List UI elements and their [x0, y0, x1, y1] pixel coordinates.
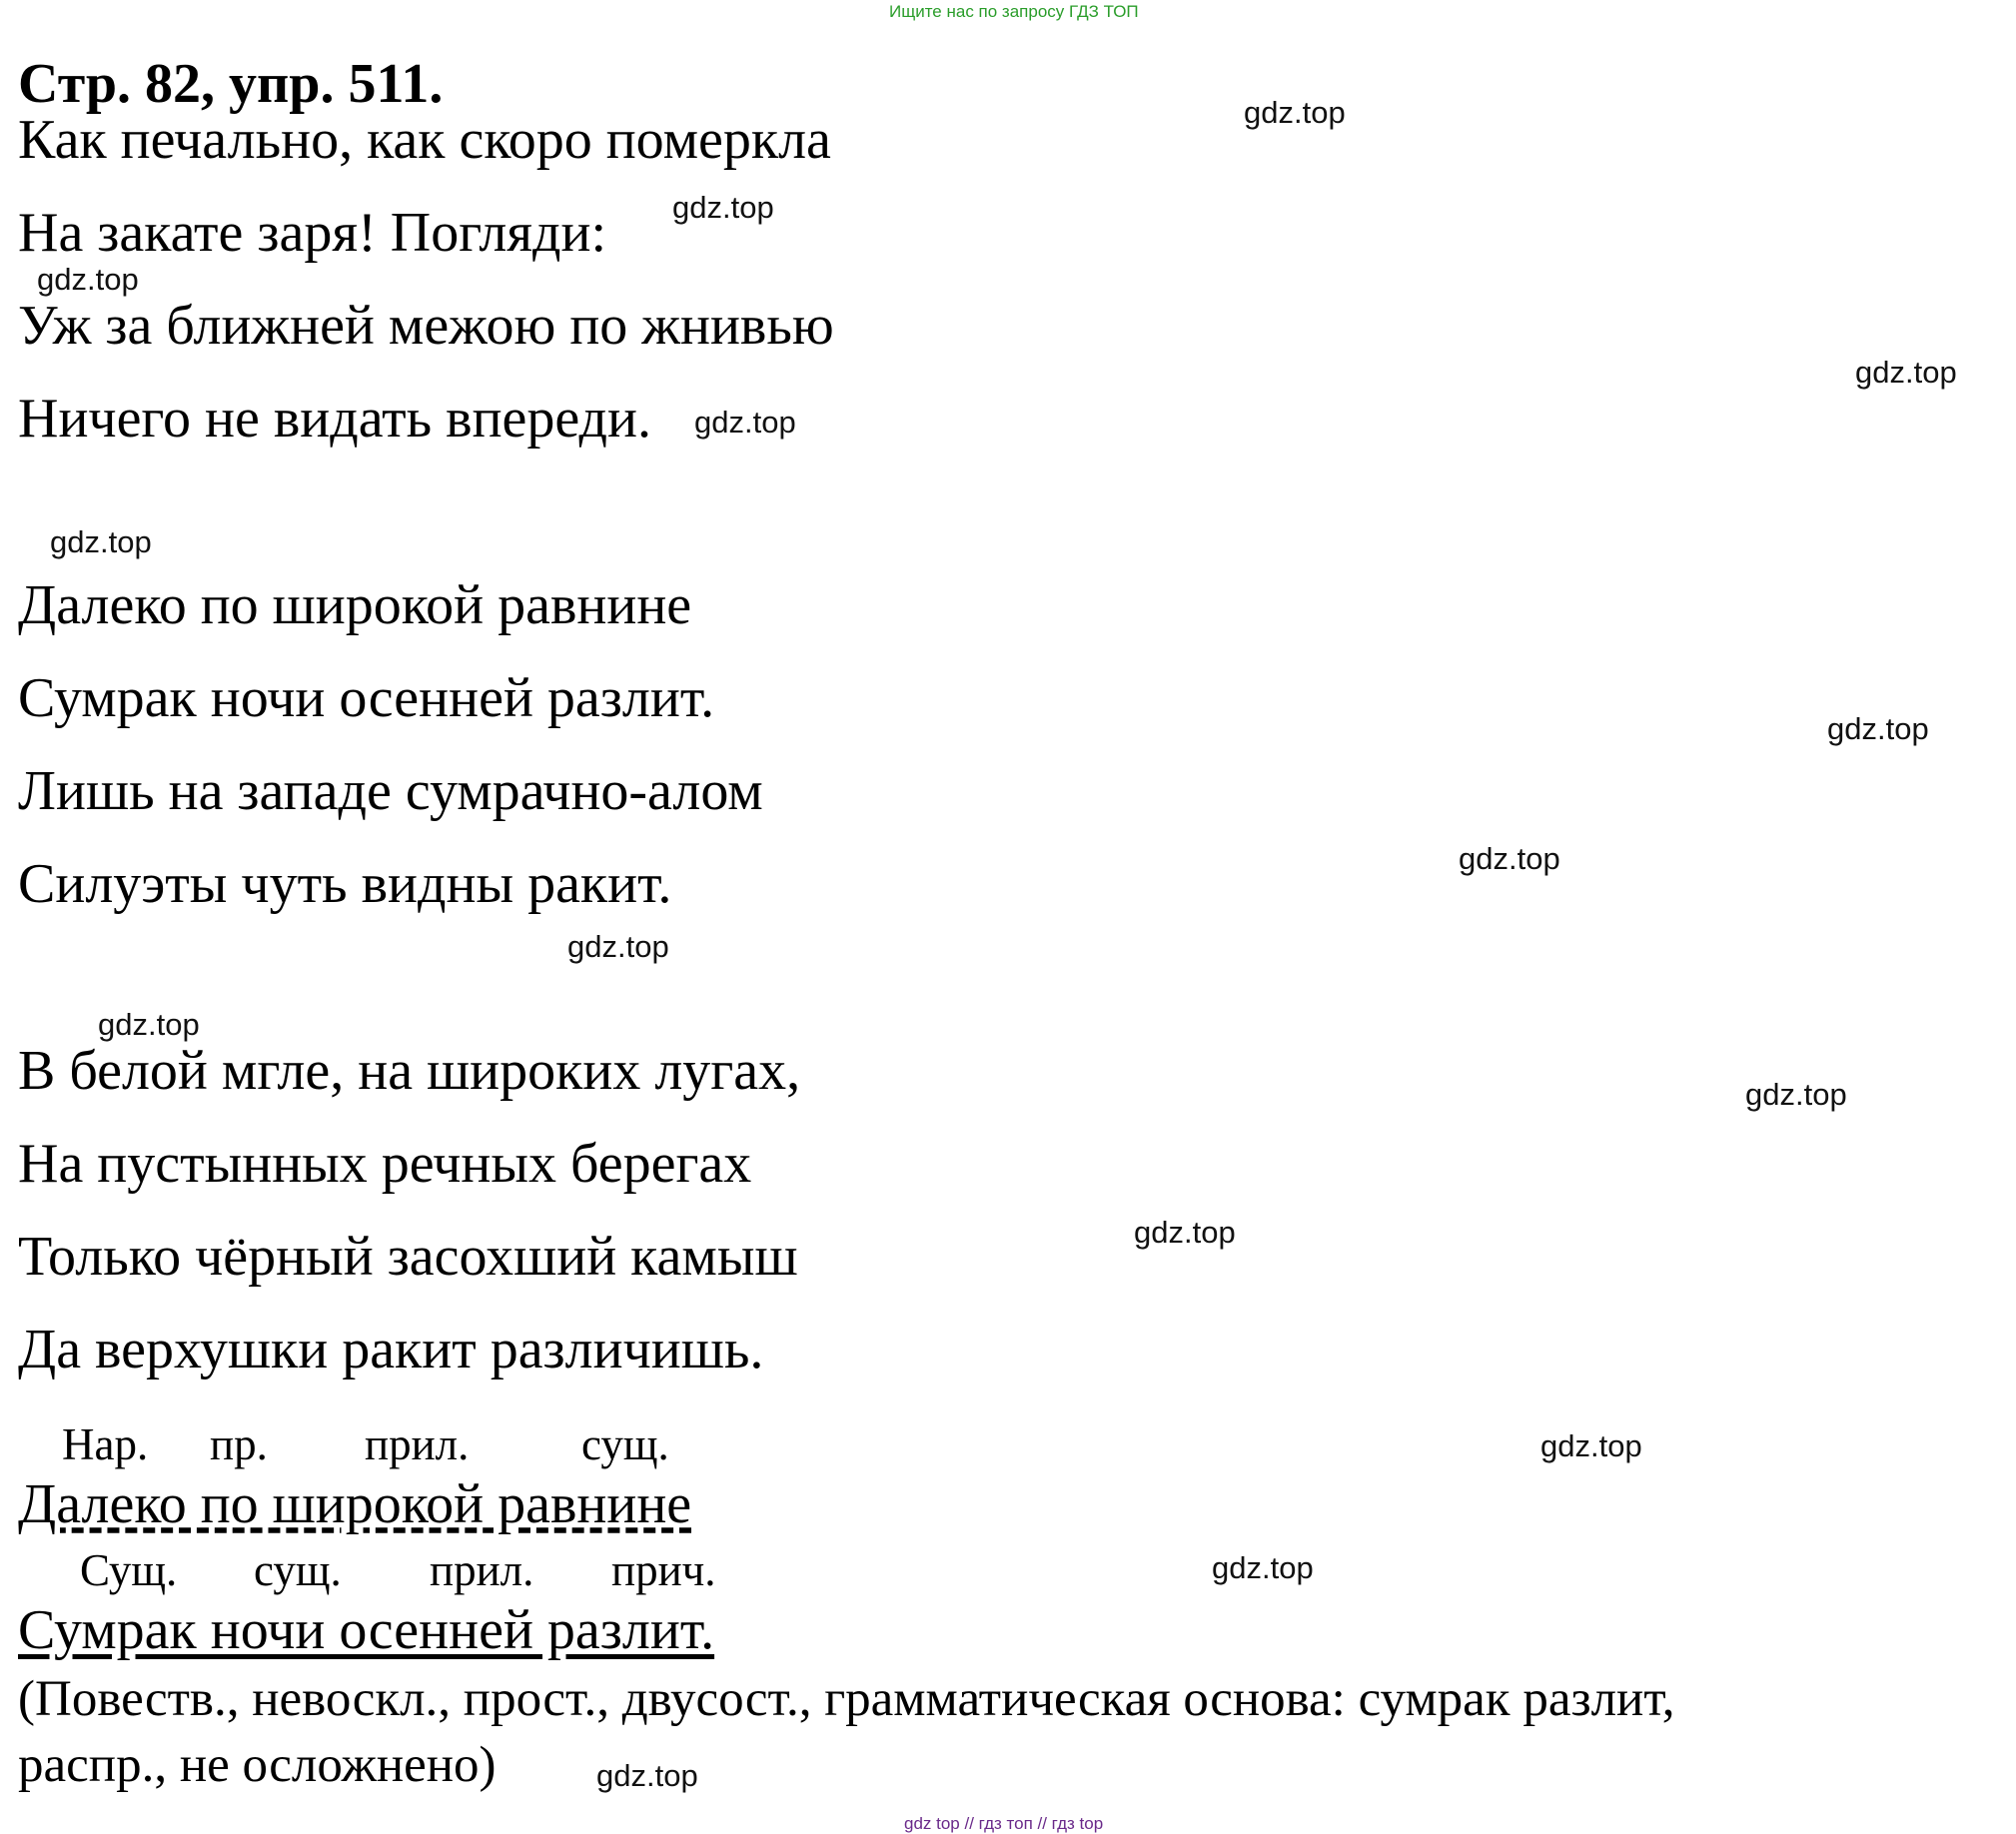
part-of-speech-label: Сущ. — [80, 1545, 178, 1595]
part-of-speech-label: Нар. — [62, 1419, 149, 1469]
watermark: gdz.top — [1745, 1077, 1847, 1112]
watermark: gdz.top — [1855, 355, 1957, 390]
summary-line-2: распр., не осложнено) — [18, 1737, 497, 1793]
sentence-text: Сумрак ночи осенней разлит. — [18, 1599, 715, 1661]
verse-line: Далеко по широкой равнине — [18, 574, 692, 636]
verse-line: Лишь на западе сумрачно-алом — [18, 760, 763, 822]
watermark: gdz.top — [50, 524, 152, 559]
watermark: gdz.top — [596, 1758, 698, 1793]
part-of-speech-label: пр. — [210, 1419, 268, 1469]
verse-line: Только чёрный засохший камыш — [18, 1226, 798, 1288]
watermark: gdz.top — [567, 929, 669, 964]
verse-line: В белой мгле, на широких лугах, — [18, 1040, 801, 1102]
sentence-text: Далеко по широкой равнине — [18, 1473, 692, 1535]
watermark: gdz.top — [1244, 95, 1346, 130]
summary-line-1: (Повеств., невоскл., прост., двусост., грамматическая основа: сумрак разлит, — [18, 1671, 1675, 1727]
footer-links: gdz top // гдз топ // гдз top — [904, 1814, 1104, 1833]
verse-line: На пустынных речных берегах — [18, 1133, 752, 1195]
watermark: gdz.top — [1540, 1428, 1642, 1463]
top-banner: Ищите нас по запросу ГДЗ ТОП — [889, 2, 1139, 21]
watermark: gdz.top — [1134, 1215, 1236, 1250]
parsed-sentence — [18, 1473, 692, 1535]
watermark: gdz.top — [98, 1007, 200, 1042]
verse-line: Как печально, как скоро померкла — [18, 109, 831, 171]
verse-line: Ничего не видать впереди. — [18, 388, 651, 450]
verse-line: Да верхушки ракит различишь. — [18, 1319, 764, 1380]
watermark: gdz.top — [1827, 711, 1929, 746]
part-of-speech-label: прил. — [430, 1545, 534, 1595]
watermark: gdz.top — [672, 190, 774, 225]
part-of-speech-label: прил. — [365, 1419, 470, 1469]
watermark: gdz.top — [694, 405, 796, 440]
verse-line: Силуэты чуть видны ракит. — [18, 853, 672, 915]
watermark: gdz.top — [37, 262, 139, 297]
part-of-speech-label: сущ. — [254, 1545, 342, 1595]
verse-line: Сумрак ночи осенней разлит. — [18, 667, 715, 729]
part-of-speech-label: прич. — [611, 1545, 716, 1595]
watermark: gdz.top — [1212, 1550, 1314, 1585]
watermark: gdz.top — [1459, 841, 1560, 876]
verse-line: Уж за ближней межою по жнивью — [18, 295, 834, 357]
parsed-sentence — [18, 1599, 715, 1661]
page-title: Стр. 82, упр. 511. — [18, 53, 444, 115]
verse-line: На закате заря! Погляди: — [18, 202, 607, 264]
part-of-speech-label: сущ. — [581, 1419, 669, 1469]
